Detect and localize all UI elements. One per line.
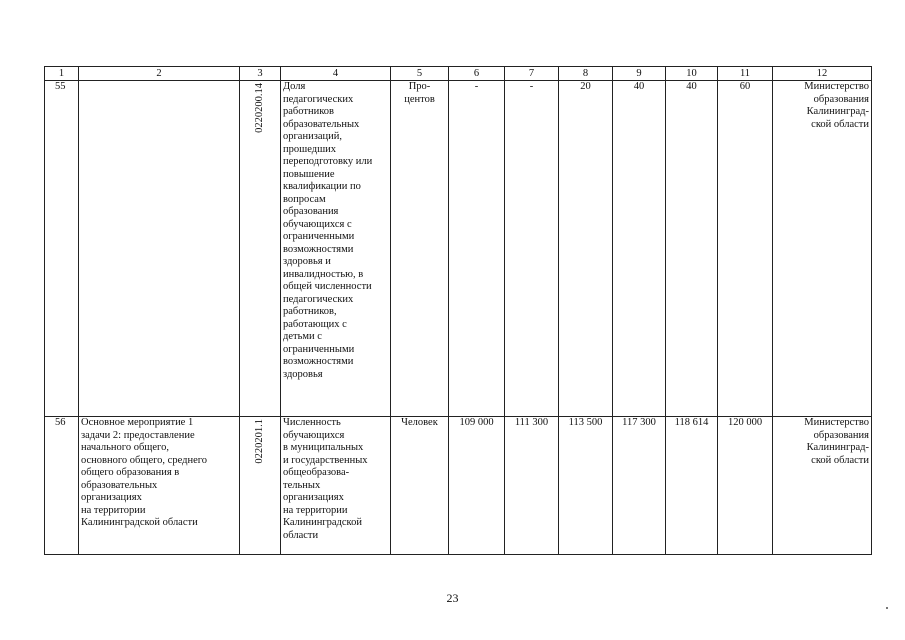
value-cell: 40 [666, 81, 718, 417]
value-cell: 111 300 [505, 417, 559, 555]
responsible-cell: Министерство образования Калининград- ской области [773, 417, 872, 555]
column-number: 9 [613, 67, 666, 81]
budget-code: 0220200.14 [253, 83, 265, 133]
value-cell: 113 500 [559, 417, 613, 555]
column-number: 10 [666, 67, 718, 81]
code-cell [240, 417, 281, 555]
page-number: 23 [446, 591, 459, 605]
column-number: 8 [559, 67, 613, 81]
indicators-table [44, 66, 872, 555]
code-cell [240, 81, 281, 417]
value-cell: 60 [718, 81, 773, 417]
value-cell: 20 [559, 81, 613, 417]
value-cell: - [505, 81, 559, 417]
event-cell [79, 81, 240, 417]
budget-code: 0220201.1 [253, 419, 265, 464]
indicator-cell: Доля педагогических работников образовательных организаций, прошедших переподготовку или повышение квалификации по вопросам образования обучающихся с ограниченными возможностями здоровья и инвалидностью, в общей численности педагогических работников, работающих с детьми с ограниченными возможностями здоровья [281, 81, 391, 417]
column-number: 2 [79, 67, 240, 81]
column-number: 6 [449, 67, 505, 81]
value-cell: 109 000 [449, 417, 505, 555]
column-number: 4 [281, 67, 391, 81]
value-cell: - [449, 81, 505, 417]
value-cell: 118 614 [666, 417, 718, 555]
column-number-row [45, 67, 872, 81]
unit-cell: Про- центов [391, 81, 449, 417]
column-number: 11 [718, 67, 773, 81]
table-row [45, 81, 872, 417]
row-number: 55 [45, 81, 79, 417]
indicator-cell: Численность обучающихся в муниципальных и государственных общеобразова- тельных организациях на территории Калининградской области [281, 417, 391, 555]
column-number: 1 [45, 67, 79, 81]
scan-speck [886, 607, 888, 609]
column-number: 12 [773, 67, 872, 81]
column-number: 5 [391, 67, 449, 81]
row-number: 56 [45, 417, 79, 555]
responsible-cell: Министерство образования Калининград- ской области [773, 81, 872, 417]
unit-cell: Человек [391, 417, 449, 555]
column-number: 7 [505, 67, 559, 81]
column-number: 3 [240, 67, 281, 81]
value-cell: 40 [613, 81, 666, 417]
table-row [45, 417, 872, 555]
value-cell: 117 300 [613, 417, 666, 555]
event-cell: Основное мероприятие 1 задачи 2: предоставление начального общего, основного общего, среднего общего образования в образовательных организациях на территории Калининградской области [79, 417, 240, 555]
value-cell: 120 000 [718, 417, 773, 555]
